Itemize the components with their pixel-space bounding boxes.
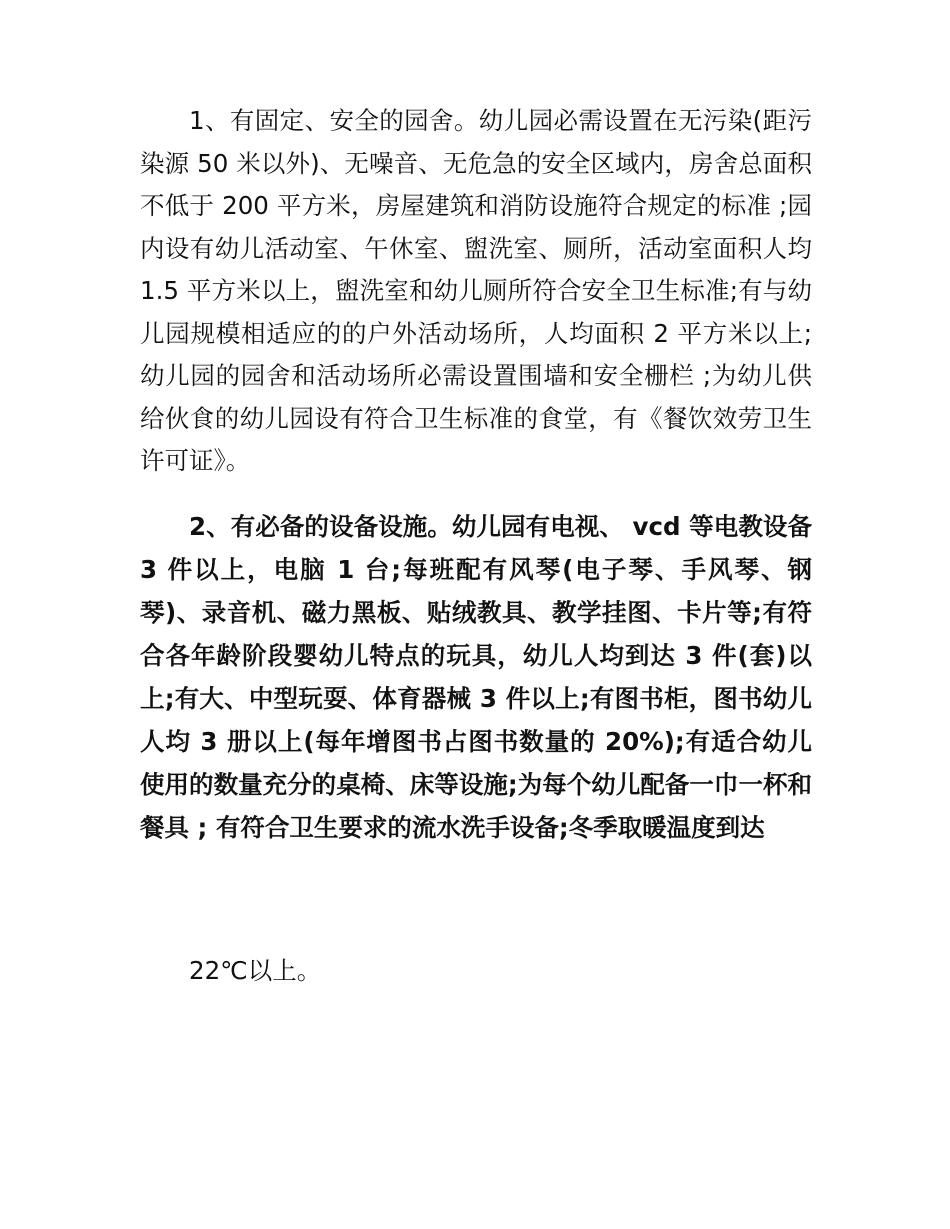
paragraph-premises: 1、有固定、安全的园舍。幼儿园必需设置在无污染(距污染源 50 米以外)、无噪音、无危急的安全区域内，房舍总面积不低于 200 平方米，房屋建筑和消防设施符合规定的标准 ;园内设有幼儿活动室、午休室、盥洗室、厕所，活动室面积人均 1.5 平方米以上，盥洗室和幼儿厕所符合安全卫生标准;有与幼儿园规模相适应的的户外活动场所，人均面积 2 平方米以上;幼儿园的园舍和活动场所必需设置围墙和安全栅栏 ;为幼儿供给伙食的幼儿园设有符合卫生标准的食堂，有《餐饮效劳卫生 许可证》。 [140, 106, 812, 475]
paragraph-equipment: 2、有必备的设备设施。幼儿园有电视、 vcd 等电教设备 3 件以上，电脑 1 台;每班配有风琴(电子琴、手风琴、钢琴)、录音机、磁力黑板、贴绒教具、教学挂图、卡片等;有符合各年龄阶段婴幼儿特点的玩具，幼儿人均到达 3 件(套)以上;有大、中型玩耍、体育器械 3 件以上;有图书柜，图书幼儿人均 3 册以上(每年增图书占图书数量的 20%);有适合幼儿使用的数量充分的桌椅、床等设施;为每个幼儿配备一巾一杯和餐具 ; 有符合卫生要求的流水洗手设备;冬季取暖温度到达 [140, 512, 812, 842]
paragraph-temperature: 22℃以上。 [189, 956, 322, 985]
